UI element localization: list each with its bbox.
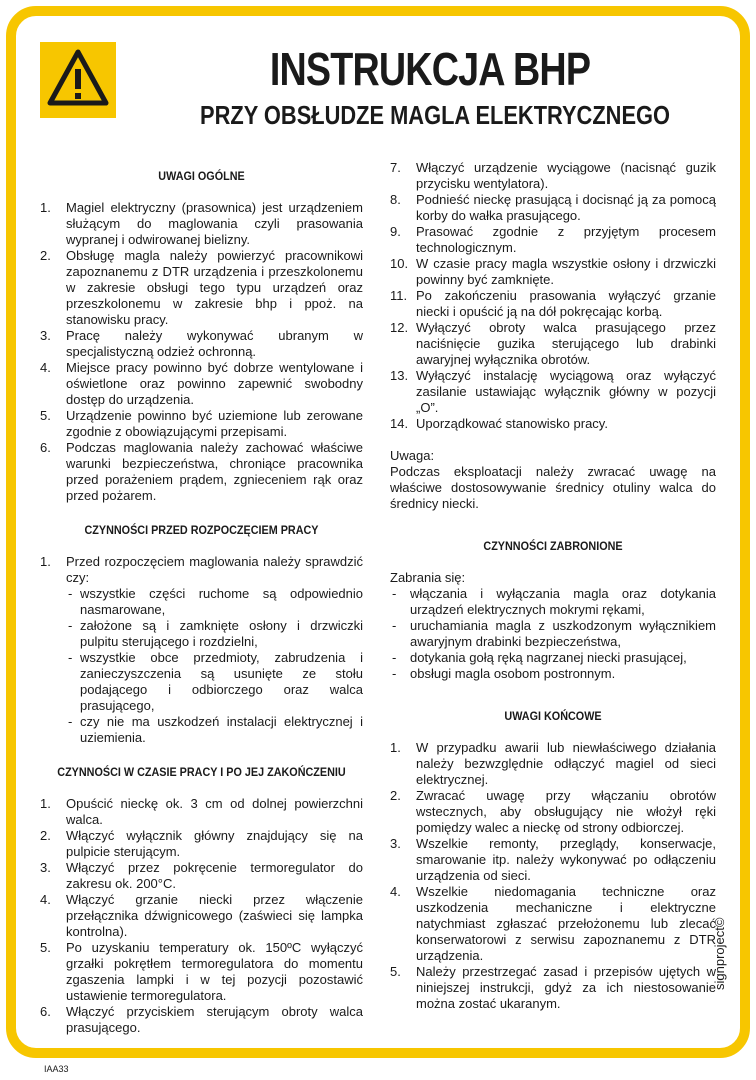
list-item: 10. W czasie pracy magla wszystkie osłony i drzwiczki powinny być zamknięte.	[390, 256, 716, 287]
check-list	[66, 586, 363, 746]
forbidden-item: - obsługi magla osobom postronnym.	[390, 666, 716, 682]
check-item: - wszystkie części ruchome są odpowiednio nasmarowane,	[66, 586, 363, 618]
list-item: 4. Włączyć grzanie niecki przez włączenie przełącznika dźwignicowego (zaświeci się lampka kontrolna).	[40, 892, 363, 939]
brand-logo: signproject©	[712, 917, 727, 990]
forbidden-item: - dotykania gołą ręką nagrzanej niecki prasującej,	[390, 650, 716, 666]
list-item: 5. Urządzenie powinno być uziemione lub zerowane zgodnie z obowiązującymi przepisami.	[40, 408, 363, 439]
check-item: - założone są i zamknięte osłony i drzwiczki pulpitu sterującego i rozdzielni,	[66, 618, 363, 650]
general-heading: UWAGI OGÓLNE	[158, 169, 245, 183]
list-item: 2. Obsługę magla należy powierzyć pracownikowi zapoznanemu z DTR urządzenia i przeszkolonemu w zakresie obsługi tego typu urządzeń oraz przeszkolonemu w zakresie bhp i ppoż. na stanowisku pracy.	[40, 248, 363, 327]
forbidden-intro: Zabrania się:	[390, 570, 466, 585]
list-item: 14. Uporządkować stanowisko pracy.	[390, 416, 608, 431]
final-list	[390, 740, 716, 1012]
list-item: 1. Magiel elektryczny (prasownica) jest urządzeniem służącym do maglowania czyli prasowania wypranej i odwirowanej bielizny.	[40, 200, 363, 247]
forbidden-list	[390, 586, 716, 682]
page-subtitle: PRZY OBSŁUDZE MAGLA ELEKTRYCZNEGO	[200, 100, 670, 130]
list-item: 2. Zwracać uwagę przy włączaniu obrotów wstecznych, aby obsługujący nie włożył ręki pomiędzy walec a nieckę od strony odbiorczej.	[390, 788, 716, 835]
right-column	[390, 160, 716, 1012]
note-text: Podczas eksploatacji należy zwracać uwagę na właściwe dostosowywanie średnicy otuliny walca do średnicy niecki.	[390, 464, 716, 511]
list-item: 2. Włączyć wyłącznik główny znajdujący się na pulpicie sterującym.	[40, 828, 363, 859]
list-item: 6. Podczas maglowania należy zachować właściwe warunki bezpieczeństwa, chroniące pracownika przed porażeniem prądem, zgnieceniem rąk oraz przed pożarem.	[40, 440, 363, 503]
list-item: 9. Prasować zgodnie z przyjętym procesem technologicznym.	[390, 224, 716, 255]
list-item: 1. Opuścić nieckę ok. 3 cm od dolnej powierzchni walca.	[40, 796, 363, 827]
list-item: 6. Włączyć przyciskiem sterującym obroty walca prasującego.	[40, 1004, 363, 1035]
list-item: 4. Wszelkie niedomagania techniczne oraz uszkodzenia mechaniczne i elektryczne natychmiast zgłaszać przełożonemu lub zlecać konserwatorowi z serwisu zapoznanemu z DTR urządzenia.	[390, 884, 716, 963]
list-item: 1. Przed rozpoczęciem maglowania należy sprawdzić czy: - wszystkie części ruchome są odpowiednio nasmarowane, - założone są i zamknięte osłony i drzwiczki pulpitu sterującego i rozdzielni, - wszystkie obce przedmioty, zabrudzenia i zanieczyszczenia są usunięte ze stołu podającego i odbiorczego oraz walca prasującego, - czy nie ma uszkodzeń instalacji elektrycznej i uziemienia.	[40, 554, 363, 746]
list-item: 3. Włączyć przez pokręcenie termoregulator do zakresu ok. 200°C.	[40, 860, 363, 891]
page-title: INSTRUKCJA BHP	[269, 43, 591, 95]
during-list-part1	[40, 796, 363, 1036]
general-list	[40, 200, 363, 504]
warning-sign	[40, 42, 116, 118]
list-item: 5. Należy przestrzegać zasad i przepisów ujętych w niniejszej instrukcji, gdyż za ich niestosowanie można zostać ukaranym.	[390, 964, 716, 1011]
check-item: - czy nie ma uszkodzeń instalacji elektrycznej i uziemienia.	[66, 714, 363, 746]
product-code: IAA33	[44, 1064, 69, 1074]
forbidden-item: - uruchamiania magla z uszkodzonym wyłącznikiem awaryjnym drabinki bezpieczeństwa,	[390, 618, 716, 650]
forbidden-heading: CZYNNOŚCI ZABRONIONE	[483, 539, 623, 553]
forbidden-item: - włączania i wyłączania magla oraz dotykania urządzeń elektrycznych mokrymi rękami,	[390, 586, 716, 618]
note-label: Uwaga:	[390, 448, 435, 463]
before-heading: CZYNNOŚCI PRZED ROZPOCZĘCIEM PRACY	[84, 523, 319, 537]
final-heading: UWAGI KOŃCOWE	[504, 709, 602, 723]
warning-triangle-icon	[46, 47, 110, 109]
before-list	[40, 554, 363, 746]
during-list-part2	[390, 160, 716, 432]
list-item: 11. Po zakończeniu prasowania wyłączyć grzanie niecki i opuścić ją na dół pokręcając korbą.	[390, 288, 716, 319]
list-item: 12. Wyłączyć obroty walca prasującego przez naciśnięcie guzika sterującego lub drabinki awaryjnej wyłącznika obrotów.	[390, 320, 716, 367]
list-item: 4. Miejsce pracy powinno być dobrze wentylowane i oświetlone oraz powinno zapewnić swobodny dostęp do urządzenia.	[40, 360, 363, 407]
list-item: 3. Pracę należy wykonywać ubranym w specjalistyczną odzież ochronną.	[40, 328, 363, 359]
check-item: - wszystkie obce przedmioty, zabrudzenia i zanieczyszczenia są usunięte ze stołu podającego i odbiorczego oraz walca prasującego,	[66, 650, 363, 714]
list-item: 8. Podnieść nieckę prasującą i docisnąć ją za pomocą korby do wałka prasującego.	[390, 192, 716, 223]
during-heading: CZYNNOŚCI W CZASIE PRACY I PO JEJ ZAKOŃCZENIU	[57, 765, 346, 779]
list-item: 1. W przypadku awarii lub niewłaściwego działania należy bezwzględnie odłączyć magiel od sieci elektrycznej.	[390, 740, 716, 787]
left-column	[40, 160, 363, 1036]
list-item: 3. Wszelkie remonty, przeglądy, konserwacje, smarowanie itp. należy wykonywać po odłączeniu urządzenia od sieci.	[390, 836, 716, 883]
list-item: 13. Wyłączyć instalację wyciągową oraz wyłączyć zasilanie ustawiając wyłącznik główny w pozycji „O”.	[390, 368, 716, 415]
list-item: 5. Po uzyskaniu temperatury ok. 150ºC wyłączyć grzałki pokrętłem termoregulatora do momentu zgaszenia lampki i w tej pozycji pozostawić ustawienie termoregulatora.	[40, 940, 363, 1003]
list-item: 7. Włączyć urządzenie wyciągowe (nacisnąć guzik przycisku wentylatora).	[390, 160, 716, 191]
